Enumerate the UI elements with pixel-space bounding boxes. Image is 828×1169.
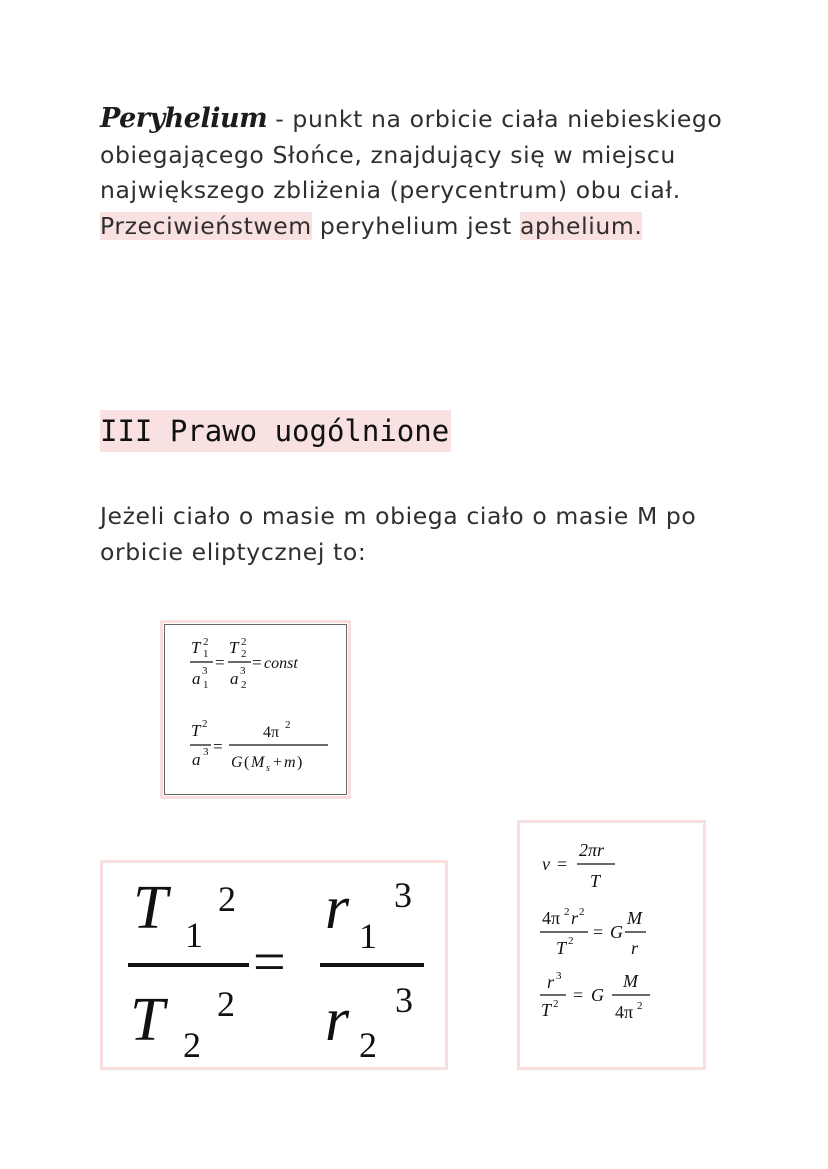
eq1-T1-sup: 2 <box>203 636 209 648</box>
definition-text: - punkt na orbicie ciała niebieskiego obiegającego Słońce, znajdujący się w miejscu największego zbliżenia (perycentrum) obu ciał. <box>100 105 723 204</box>
peryhelium-definition <box>100 101 740 244</box>
eq1-a2-sup: 3 <box>240 665 246 677</box>
definition-text-2: peryhelium jest <box>311 211 520 240</box>
f2-numerator-sup-1: 2 <box>564 906 570 918</box>
kepler-ratio-svg <box>103 863 445 1067</box>
formula-box-kepler-ratio <box>100 860 448 1070</box>
f3-denominator-2-sup: 2 <box>637 1000 643 1012</box>
section-heading: III Prawo uogólnione <box>100 410 451 452</box>
left-fraction <box>128 874 249 1065</box>
eq1-a2-sub: 2 <box>241 679 247 691</box>
eq2-den-M: M <box>251 754 265 771</box>
f2-M: M <box>627 908 642 928</box>
right-num-sub: 1 <box>359 916 377 956</box>
generalized-formula-svg <box>165 625 346 794</box>
f2-G: G <box>610 922 623 942</box>
f3-denominator: T <box>541 1000 552 1020</box>
kepler-gravity-equation <box>540 970 650 1022</box>
v-denominator: T <box>590 871 601 891</box>
definition-highlight-2: aphelium. <box>520 211 643 240</box>
formula-box-velocity <box>517 820 706 1070</box>
left-den-exp: 2 <box>217 984 235 1024</box>
f3-numerator: r <box>547 972 555 992</box>
left-den-T: T <box>130 986 165 1054</box>
f2-numerator-sup-2: 2 <box>579 906 585 918</box>
eq1-a2: a <box>230 669 239 688</box>
eq1-a1: a <box>192 669 201 688</box>
right-den-sub: 2 <box>359 1025 377 1065</box>
left-num-sub: 1 <box>185 915 203 955</box>
definition-term: Peryhelium <box>100 103 268 134</box>
definition-highlight-1: Przeciwieństwem <box>100 211 312 240</box>
eq1-T2: T <box>229 638 239 657</box>
eq1-a1-sup: 3 <box>202 665 208 677</box>
velocity-formulas-svg <box>520 823 703 1067</box>
eq2-a-sup: 3 <box>203 746 209 758</box>
eq2-den-m: m <box>284 754 296 771</box>
eq1-const: const <box>264 655 298 672</box>
eq1-equals-2: = <box>252 653 262 672</box>
f2-numerator-r: r <box>571 908 579 928</box>
eq2-equals: = <box>213 737 223 756</box>
eq2-a: a <box>192 750 201 769</box>
formula-box-generalized <box>160 620 351 799</box>
eq2-den-lparen: ( <box>244 754 250 771</box>
eq1-T1: T <box>191 638 201 657</box>
centripetal-equation <box>540 906 646 958</box>
f2-r: r <box>631 938 639 958</box>
right-den-r: r <box>325 986 350 1054</box>
f3-denominator-sup: 2 <box>553 998 559 1010</box>
equation-const <box>190 636 298 691</box>
f2-numerator: 4π <box>542 908 561 928</box>
eq2-den-G: G <box>231 754 243 771</box>
f3-G: G <box>591 985 604 1005</box>
eq2-den-s: s <box>266 763 270 774</box>
f3-denominator-2: 4π <box>615 1002 634 1022</box>
eq2-T-sup: 2 <box>202 718 208 730</box>
formula-box-inner-border <box>164 624 347 795</box>
right-num-r: r <box>325 874 350 942</box>
eq2-den-plus: + <box>273 754 283 771</box>
eq1-T1-sub: 1 <box>203 648 209 660</box>
right-den-exp: 3 <box>395 980 413 1020</box>
left-den-sub: 2 <box>183 1025 201 1065</box>
f2-equals: = <box>593 922 604 942</box>
left-num-T: T <box>133 874 168 942</box>
f2-denominator-sup: 2 <box>568 935 574 947</box>
ratio-equals: = <box>253 929 286 994</box>
v-symbol: v <box>542 854 550 874</box>
f3-numerator-sup: 3 <box>556 970 562 982</box>
f3-equals: = <box>573 985 584 1005</box>
eq1-T2-sub: 2 <box>241 648 247 660</box>
f2-denominator: T <box>556 938 567 958</box>
eq1-equals: = <box>215 653 225 672</box>
right-fraction <box>320 874 424 1065</box>
eq2-den-rparen: ) <box>297 754 303 771</box>
eq2-numerator-sup: 2 <box>285 719 291 731</box>
velocity-equation <box>542 840 615 891</box>
v-equals: = <box>557 854 568 874</box>
left-num-exp: 2 <box>218 879 236 919</box>
section-intro: Jeżeli ciało o masie m obiega ciało o masie M po orbicie eliptycznej to: <box>100 502 697 566</box>
f3-M: M <box>623 971 638 991</box>
eq2-T: T <box>191 721 201 740</box>
right-num-exp: 3 <box>394 875 412 915</box>
eq1-a1-sub: 1 <box>203 679 209 691</box>
equation-mass-sum <box>190 718 328 774</box>
eq2-numerator: 4π <box>263 724 280 741</box>
v-numerator: 2πr <box>579 840 605 860</box>
eq1-T2-sup: 2 <box>241 636 247 648</box>
